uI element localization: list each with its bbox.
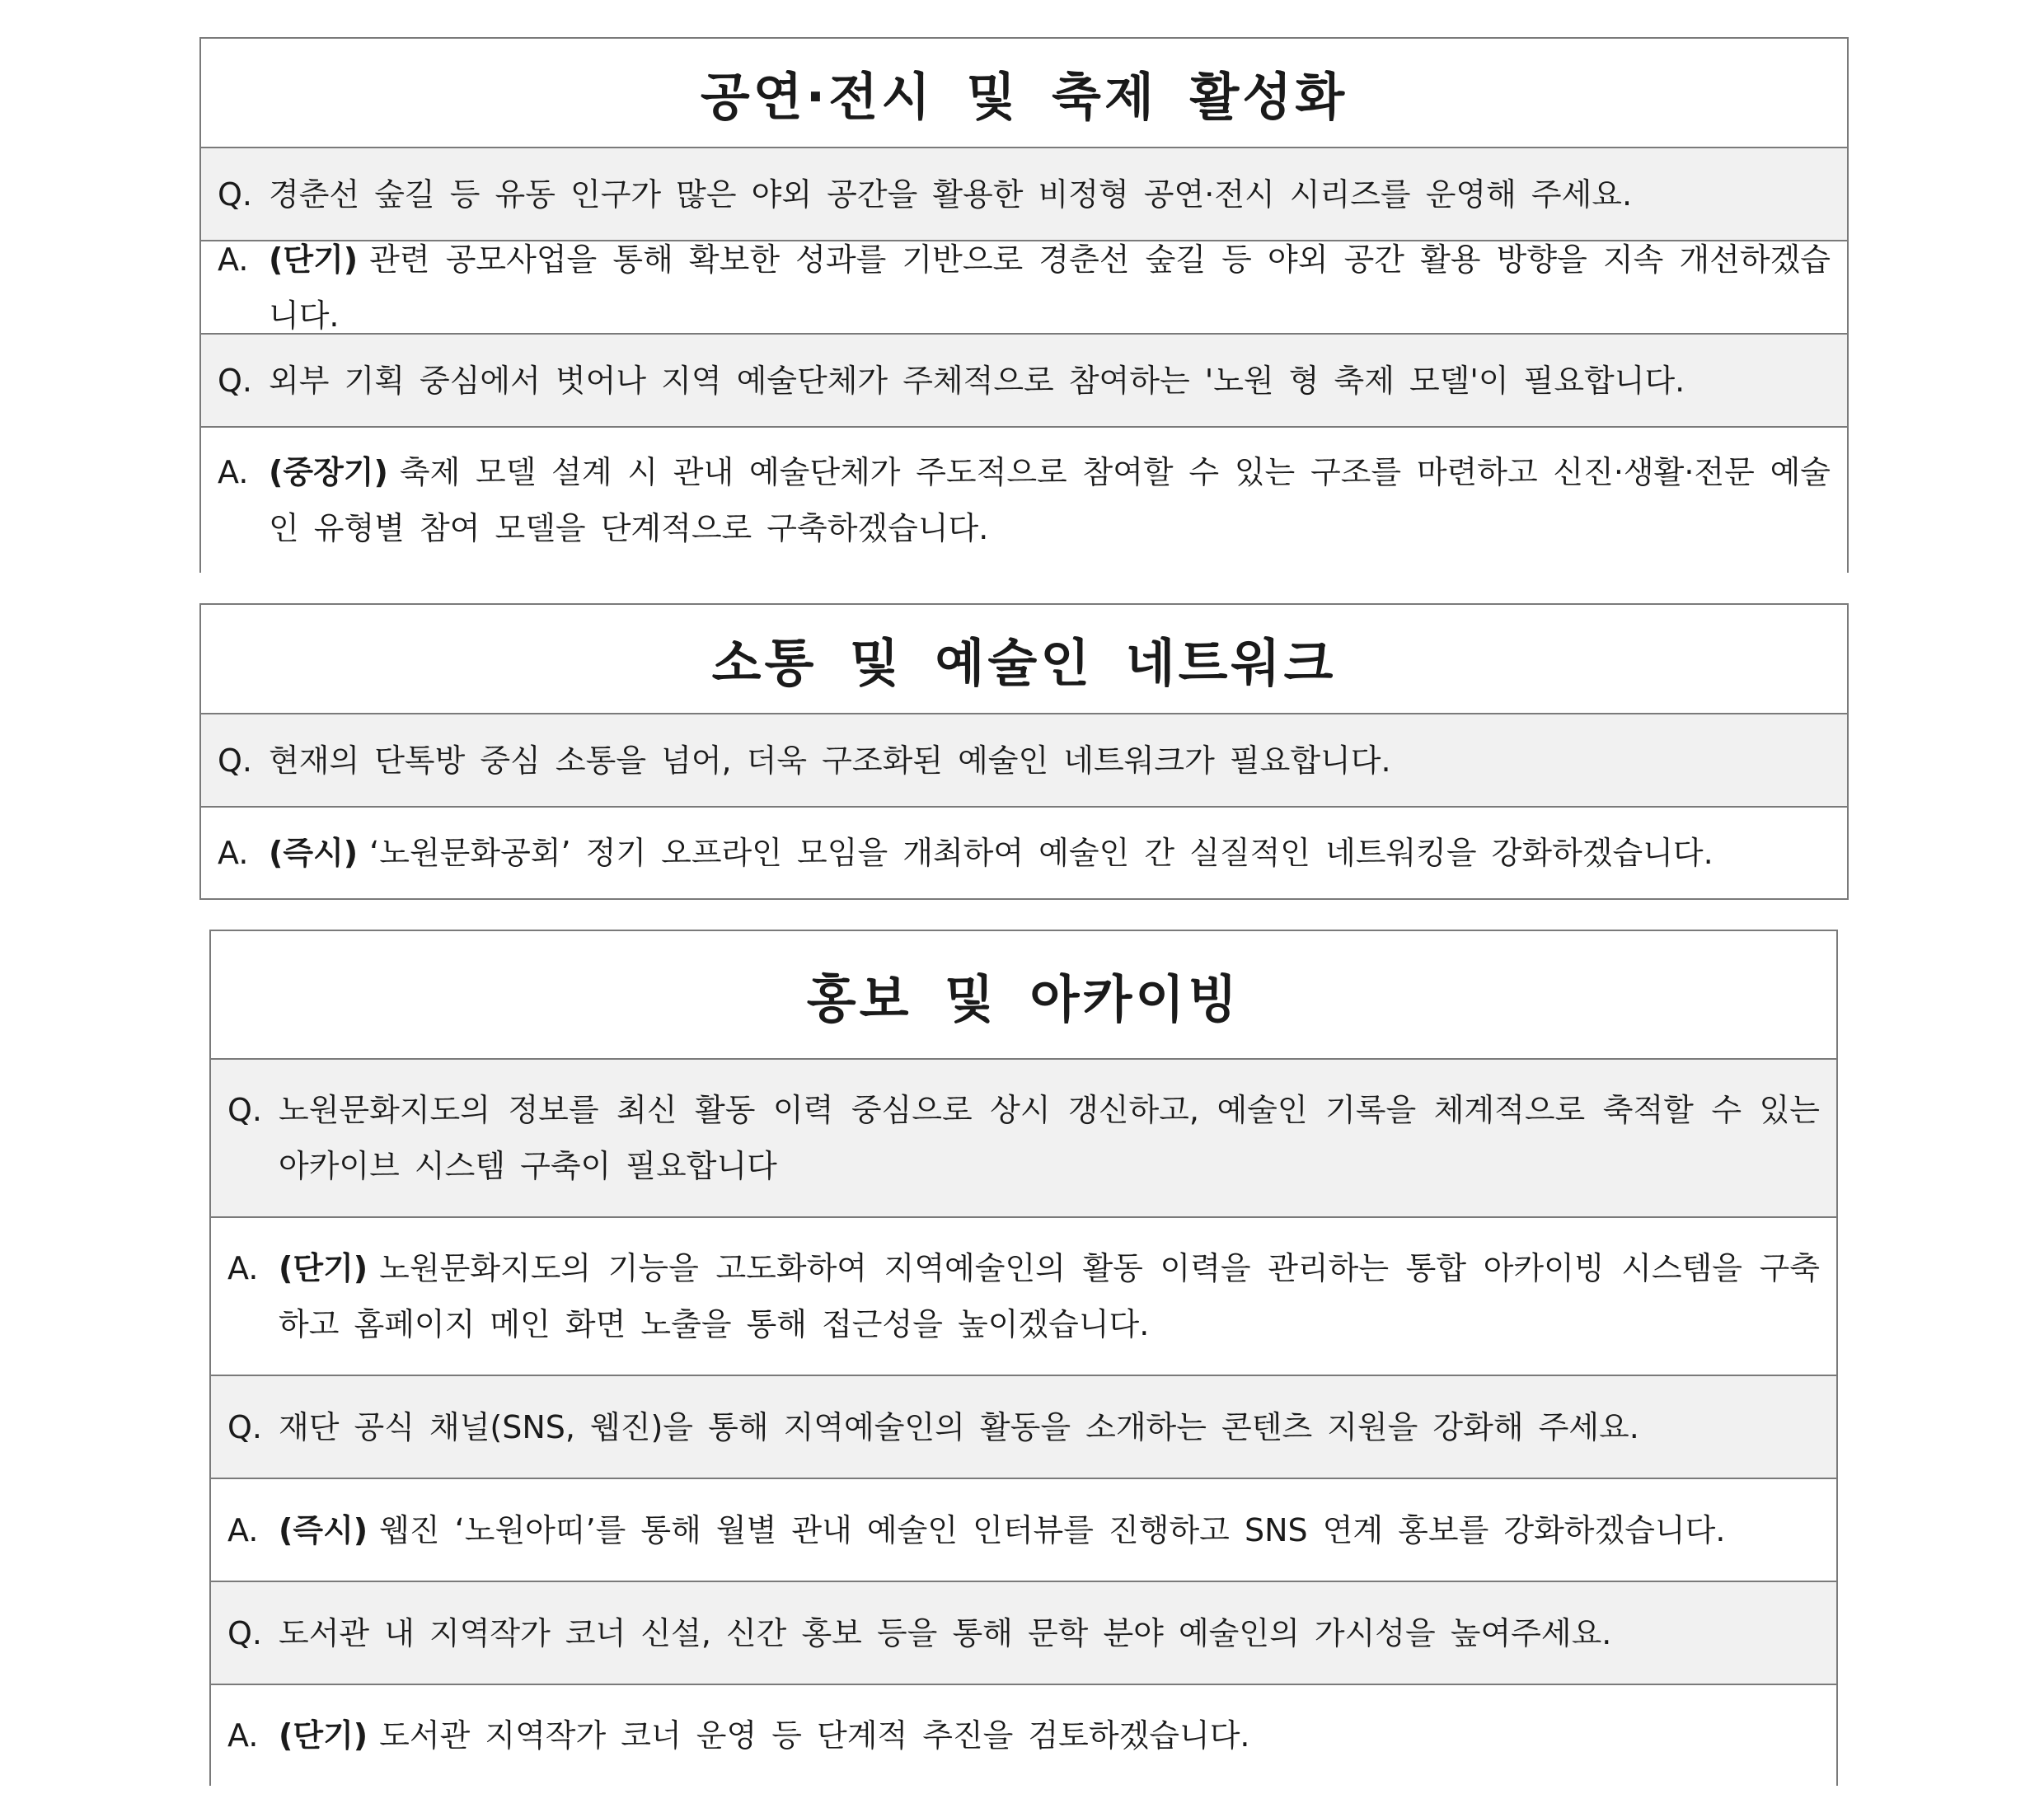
answer-text: ‘노원문화공회’ 정기 오프라인 모임을 개최하여 예술인 간 실질적인 네트워킹을 강화하겠습니다. [369,835,1713,871]
answer-body [269,444,1831,556]
timeline-tag: (단기) [269,241,359,278]
section-performance-festival [199,37,1849,573]
question-row [211,1582,1836,1685]
answer-body [269,232,1831,344]
question-text: 재단 공식 채널(SNS, 웹진)을 통해 지역예술인의 활동을 소개하는 콘텐츠 지원을 강화해 주세요. [279,1408,1639,1445]
question-row [211,1060,1836,1218]
section-title: 홍보 및 아카이빙 [211,931,1836,1060]
a-marker: A. [227,1250,259,1286]
answer-body [279,1707,1820,1764]
question-row [201,148,1847,241]
question-text: 도서관 내 지역작가 코너 신설, 신간 홍보 등을 통해 문학 분야 예술인의 가시성을 높여주세요. [279,1614,1612,1651]
timeline-tag: (즉시) [279,1511,368,1548]
answer-text: 축제 모델 설계 시 관내 예술단체가 주도적으로 참여할 수 있는 구조를 마련하고 신진·생활·전문 예술인 유형별 참여 모델을 단계적으로 구축하겠습니다. [269,454,1831,546]
question-text: 노원문화지도의 정보를 최신 활동 이력 중심으로 상시 갱신하고, 예술인 기록을 체계적으로 축적할 수 있는 아카이브 시스템 구축이 필요합니다 [279,1092,1820,1184]
q-marker: Q. [227,1614,262,1651]
question-text: 경춘선 숲길 등 유동 인구가 많은 야외 공간을 활용한 비정형 공연·전시 시리즈를 운영해 주세요. [269,176,1633,213]
q-marker: Q. [218,362,252,399]
question-text: 현재의 단톡방 중심 소통을 넘어, 더욱 구조화된 예술인 네트워크가 필요합니다. [269,742,1391,779]
answer-text: 관련 공모사업을 통해 확보한 성과를 기반으로 경춘선 숲길 등 야외 공간 활용 방향을 지속 개선하겠습니다. [269,241,1831,334]
timeline-tag: (단기) [279,1717,368,1754]
q-marker: Q. [227,1092,262,1128]
answer-text: 노원문화지도의 기능을 고도화하여 지역예술인의 활동 이력을 관리하는 통합 아카이빙 시스템을 구축하고 홈페이지 메인 화면 노출을 통해 접근성을 높이겠습니다. [279,1250,1820,1342]
timeline-tag: (중장기) [269,454,388,490]
answer-row [211,1685,1836,1786]
q-marker: Q. [218,742,252,779]
a-marker: A. [218,835,249,871]
answer-row [211,1218,1836,1376]
question-row [211,1376,1836,1479]
answer-text: 웹진 ‘노원아띠’를 통해 월별 관내 예술인 인터뷰를 진행하고 SNS 연계 홍보를 강화하겠습니다. [379,1511,1726,1548]
a-marker: A. [227,1717,259,1754]
answer-body [279,1502,1820,1558]
a-marker: A. [227,1511,259,1548]
a-marker: A. [218,454,249,490]
timeline-tag: (단기) [279,1250,368,1286]
a-marker: A. [218,241,249,278]
question-row [201,335,1847,428]
answer-text: 도서관 지역작가 코너 운영 등 단계적 추진을 검토하겠습니다. [379,1717,1250,1754]
timeline-tag: (즉시) [269,835,359,871]
answer-row [201,808,1847,898]
answer-row [201,241,1847,335]
section-promotion-archiving [209,930,1838,1786]
section-communication-network [199,603,1849,900]
q-marker: Q. [218,176,252,213]
answer-row [211,1479,1836,1582]
section-title: 공연·전시 및 축제 활성화 [201,39,1847,148]
answer-body [279,1240,1820,1352]
answer-row [201,428,1847,573]
section-title: 소통 및 예술인 네트워크 [201,605,1847,714]
answer-body [269,825,1831,881]
q-marker: Q. [227,1408,262,1445]
question-row [201,714,1847,808]
question-text: 외부 기획 중심에서 벗어나 지역 예술단체가 주체적으로 참여하는 '노원 형 축제 모델'이 필요합니다. [269,362,1685,399]
